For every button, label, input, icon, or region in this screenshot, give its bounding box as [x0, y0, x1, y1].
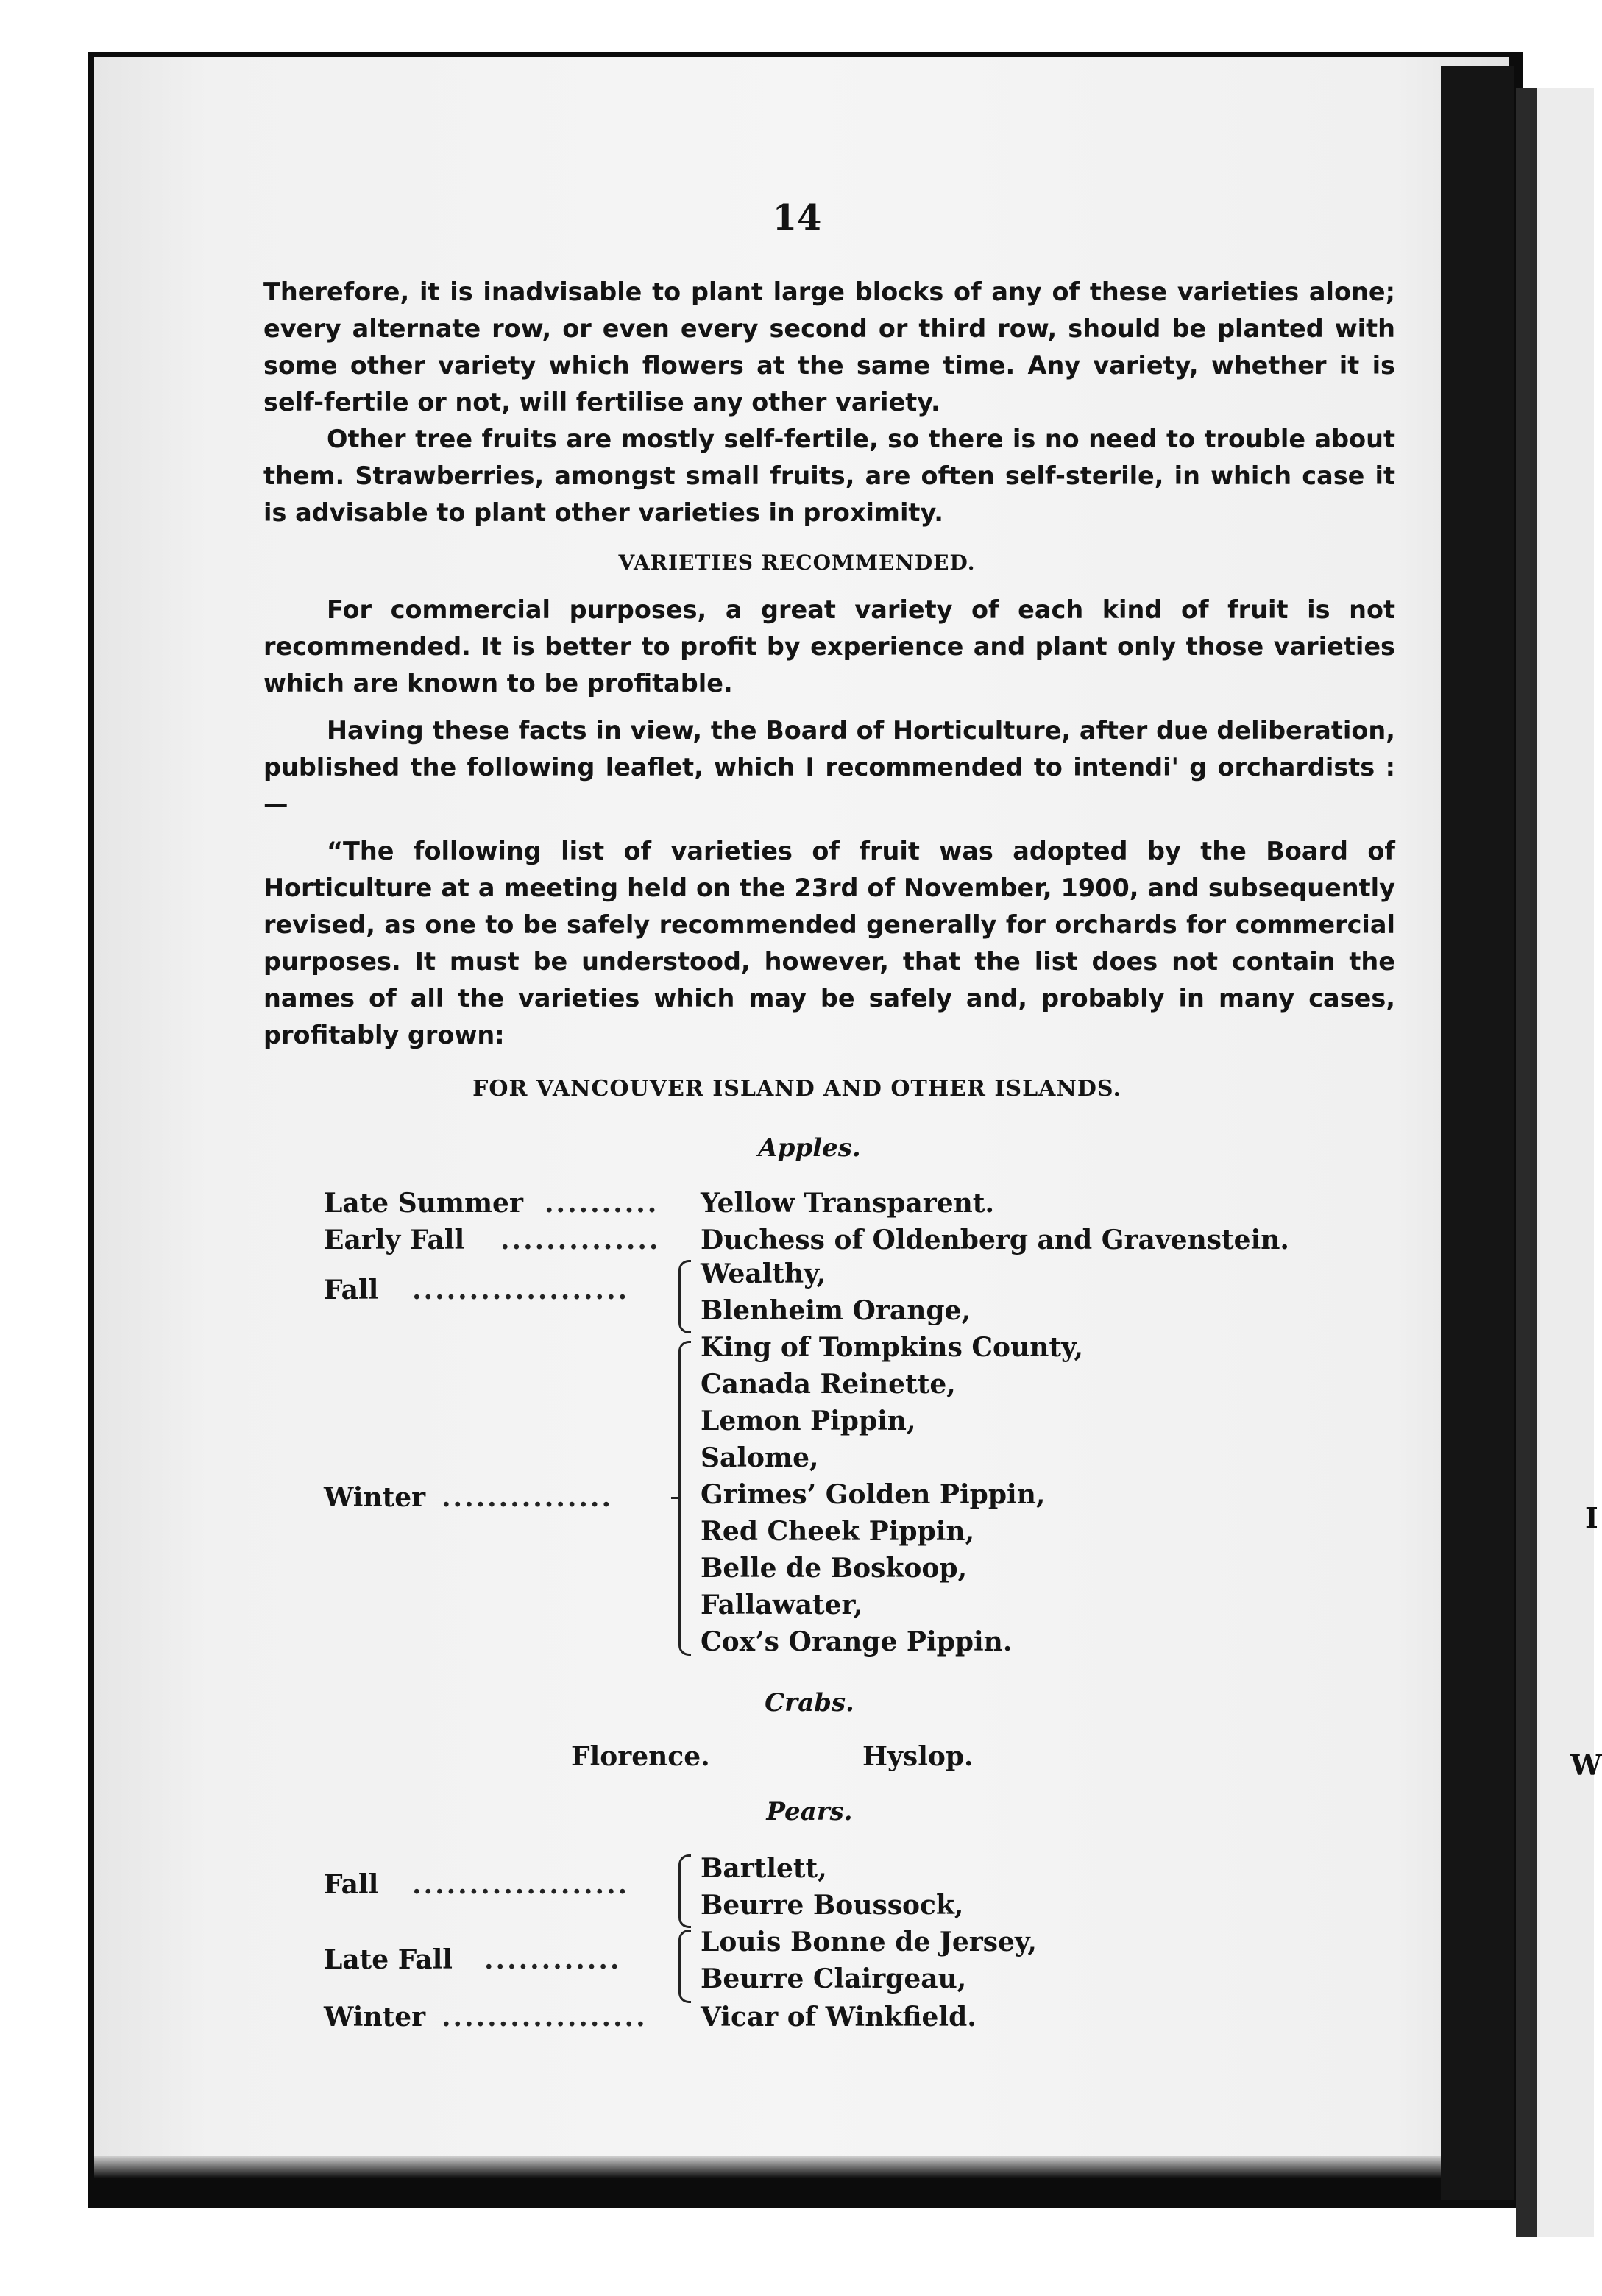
variety-name: Canada Reinette,	[701, 1369, 956, 1400]
leader-dots: ..........	[545, 1188, 659, 1219]
variety-name: Salome,	[701, 1442, 819, 1473]
variety-name: Beurre Boussock,	[701, 1890, 964, 1921]
variety-name: Beurre Clairgeau,	[701, 1963, 967, 1994]
apples-heading: Apples.	[758, 1133, 861, 1163]
season-label: Fall	[324, 1275, 379, 1305]
leader-dots: ...................	[412, 1275, 630, 1305]
variety-name: Wealthy,	[701, 1258, 826, 1289]
leader-dots: ..............	[500, 1225, 661, 1255]
variety-name: Yellow Transparent.	[701, 1188, 994, 1219]
brace-tip	[671, 1497, 678, 1499]
region-heading: FOR VANCOUVER ISLAND AND OTHER ISLANDS.	[472, 1076, 1121, 1102]
leader-dots: ...............	[442, 1482, 613, 1513]
variety-name: Louis Bonne de Jersey,	[701, 1927, 1037, 1957]
variety-name: Lemon Pippin,	[701, 1406, 916, 1436]
variety-name: Blenheim Orange,	[701, 1295, 971, 1326]
facing-page-edge	[1537, 88, 1594, 2237]
paragraph: Therefore, it is inadvisable to plant large blocks of any of these varieties alone; every alternate row, or even every second or third row, should be planted with some other variety which flowers at the same time. Any variety, whether it is self-fertile or not, will fertilise any other variety.	[263, 277, 1395, 417]
variety-name: Vicar of Winkfield.	[701, 2002, 977, 2033]
facing-page-fragment: I	[1585, 1501, 1598, 1534]
pears-heading: Pears.	[766, 1797, 853, 1826]
brace	[678, 1260, 691, 1333]
variety-name: Duchess of Oldenberg and Gravenstein.	[701, 1225, 1289, 1255]
season-label: Fall	[324, 1869, 379, 1900]
list-item	[324, 1222, 1428, 1258]
leader-dots: ..................	[442, 2002, 648, 2033]
book-gutter	[1441, 66, 1514, 2200]
variety-name: King of Tompkins County,	[701, 1332, 1084, 1363]
body-text	[263, 592, 1395, 1054]
leader-dots: ...................	[412, 1869, 630, 1900]
paragraph: For commercial purposes, a great variety of each kind of fruit is not recommended. It is better to profit by experience and plant only those varieties which are known to be profitable.	[263, 595, 1395, 698]
variety-name: Fallawater,	[701, 1590, 863, 1620]
season-label: Late Summer	[324, 1188, 523, 1219]
facing-page-fragment: W	[1570, 1748, 1602, 1782]
variety-name: Grimes’ Golden Pippin,	[701, 1479, 1046, 1510]
paragraph: “The following list of varieties of fruit was adopted by the Board of Horticulture at a meeting held on the 23rd of November, 1900, and subsequently revised, as one to be safely recommended generally for orchards for commercial purposes. It must be understood, however, that the list does not contain the names of all the varieties which may be safely and, probably in many cases, profitably grown:	[263, 837, 1395, 1049]
variety-name: Cox’s Orange Pippin.	[701, 1626, 1013, 1657]
season-label: Winter	[324, 1482, 426, 1513]
book-spine	[1516, 88, 1537, 2237]
section-heading: VARIETIES RECOMMENDED.	[618, 550, 976, 575]
variety-name: Belle de Boskoop,	[701, 1553, 968, 1584]
brace	[678, 1341, 691, 1656]
intro-text	[263, 274, 1395, 531]
season-label: Late Fall	[324, 1944, 453, 1975]
season-label: Winter	[324, 2002, 426, 2033]
paragraph: Other tree fruits are mostly self-fertile, so there is no need to trouble about them. Strawberries, amongst small fruits, are often self-sterile, in which case it is advisable to plant other varieties in proximity.	[263, 425, 1395, 527]
paragraph: Having these facts in view, the Board of Horticulture, after due deliberation, published the following leaflet, which I recommended to intendi' g orchardists :—	[263, 716, 1395, 818]
list-item	[324, 1999, 1428, 2035]
variety-name: Bartlett,	[701, 1853, 827, 1884]
crabs-heading: Crabs.	[765, 1688, 854, 1718]
brace	[678, 1930, 691, 2003]
variety-name: Red Cheek Pippin,	[701, 1516, 975, 1547]
variety-name: Florence.	[571, 1741, 710, 1772]
brace	[678, 1854, 691, 1928]
page-number: 14	[772, 197, 822, 238]
page-bottom-shadow	[94, 2156, 1509, 2178]
leader-dots: ............	[484, 1944, 622, 1975]
list-item	[324, 1185, 1428, 1222]
variety-name: Hyslop.	[862, 1741, 974, 1772]
season-label: Early Fall	[324, 1225, 465, 1255]
